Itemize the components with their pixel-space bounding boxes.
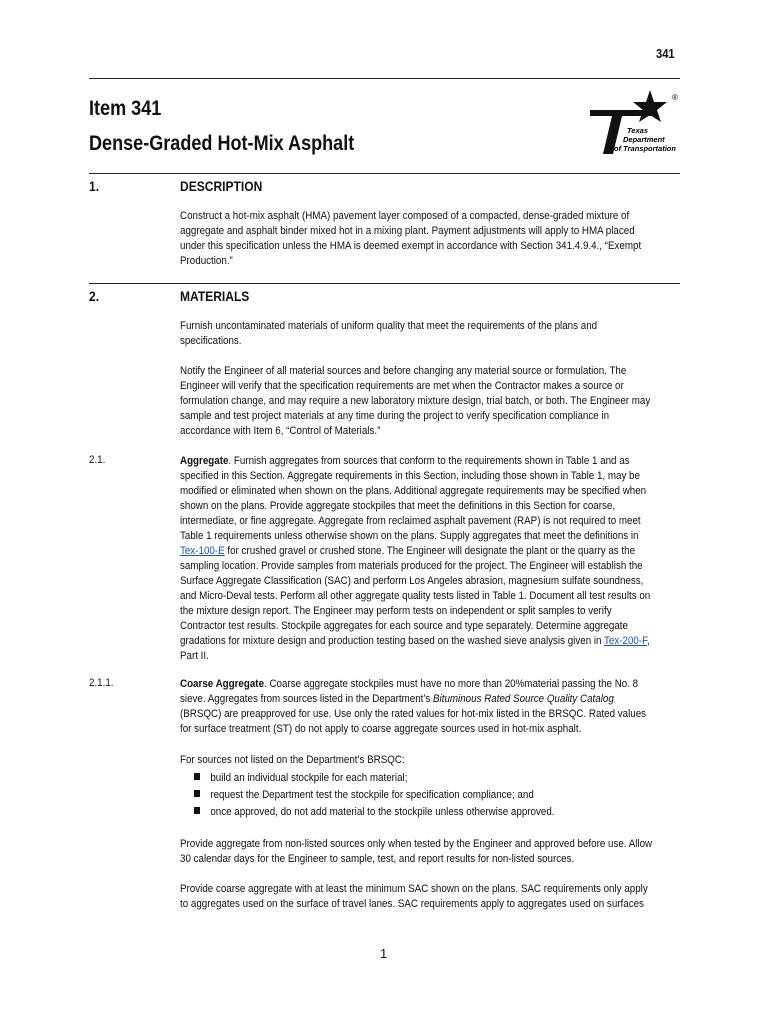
list-item [194, 787, 555, 804]
text-line: and Micro-Deval tests. Perform all other aggregate quality tests listed in Table 1. Document all test results on [180, 590, 651, 602]
text-line: intermediate, or fine aggregate. Aggregate from reclaimed asphalt pavement (RAP) is not required to meet [180, 515, 641, 527]
text-line [180, 544, 650, 559]
square-bullet-icon [194, 790, 200, 797]
section-1-description [180, 209, 641, 269]
tex-100-e-link[interactable]: Tex-100-E [180, 545, 225, 557]
text-run: , [647, 635, 650, 647]
text-run: . Coarse aggregate stockpiles must have no more than 20%material passing the No. 8 [264, 678, 639, 690]
item-title: Item 341 [89, 97, 162, 120]
registered-mark: ® [672, 93, 678, 102]
coarse-aggregate-term: Coarse Aggregate [180, 678, 265, 690]
text-line: 30 calendar days for the Engineer to sample, test, and report results for non-listed sources. [180, 853, 575, 865]
list-item-text: build an individual stockpile for each material; [210, 772, 408, 784]
logo-line-2: Department [623, 135, 665, 144]
sac-paragraph [180, 882, 648, 912]
section-2-title: MATERIALS [180, 288, 250, 304]
text-run: for crushed gravel or crushed stone. The Engineer will designate the plant or the quarry as the [224, 545, 636, 557]
list-item-text: once approved, do not add material to the stockpile unless otherwise approved. [210, 806, 555, 818]
item-subtitle: Dense-Graded Hot-Mix Asphalt [89, 132, 355, 155]
text-line [180, 677, 646, 692]
text-line: Notify the Engineer of all material sources and before changing any material source or formulation. The [180, 365, 627, 377]
logo-line-1: Texas [627, 126, 648, 135]
text-line: Furnish uncontaminated materials of uniform quality that meet the requirements of the plans and [180, 320, 598, 332]
text-run: sieve. Aggregates from sources listed in the Department’s [180, 693, 434, 705]
list-item-text: request the Department test the stockpile for specification compliance; and [210, 789, 534, 801]
text-line: Engineer will verify that the specification requirements are met when the Contractor makes a source or [180, 380, 624, 392]
text-line: Part II. [180, 650, 209, 662]
logo-line-3: of Transportation [614, 144, 676, 153]
text-line: for surface treatment (ST) do not apply to coarse aggregate sources used in hot-mix asphalt. [180, 723, 582, 735]
text-line: Production.” [180, 255, 233, 267]
text-line: Surface Aggregate Classification (SAC) and perform Los Angeles abrasion, magnesium sulfate soundness, [180, 575, 644, 587]
text-line: shown on the plans. Provide aggregate stockpiles that meet the definitions in this Section for coarse, [180, 500, 616, 512]
catalog-title: Bituminous Rated Source Quality Catalog [433, 693, 614, 705]
text-line: to aggregates used on the surface of travel lanes. SAC requirements apply to aggregates used on surfaces [180, 898, 644, 910]
text-line [180, 634, 650, 649]
text-run: gradations for mixture design and production testing based on the washed sieve analysis given in [180, 635, 605, 647]
text-line: Provide aggregate from non-listed sources only when tested by the Engineer and approved before use. Allow [180, 838, 653, 850]
materials-paragraph-1 [180, 319, 597, 349]
text-line: Table 1 requirements unless otherwise shown on the plans. Supply aggregates that meet the definitions in [180, 530, 639, 542]
bullet-list [194, 770, 555, 821]
txdot-logo [586, 88, 682, 158]
aggregate-paragraph [180, 454, 650, 664]
text-line: sample and test project materials at any time during the project to verify specification compliance in [180, 410, 610, 422]
text-line: (BRSQC) are preapproved for use. Use only the rated values for hot-mix listed in the BRSQC. Rated values [180, 708, 647, 720]
text-line: modified or eliminated when shown on the plans. Additional aggregate requirements may be specified when [180, 485, 647, 497]
section-1-number: 1. [89, 178, 100, 194]
text-line [180, 454, 650, 469]
tex-200-f-link[interactable]: Tex-200-F [604, 635, 648, 647]
text-line: aggregate and asphalt binder mixed hot in a mixing plant. Payment adjustments will apply to HMA placed [180, 225, 635, 237]
aggregate-term: Aggregate [180, 455, 229, 467]
section-1-rule [89, 173, 680, 174]
section-2-number: 2. [89, 288, 100, 304]
text-line [180, 692, 646, 707]
square-bullet-icon [194, 773, 200, 780]
non-listed-sources-paragraph [180, 837, 652, 867]
materials-paragraph-2 [180, 364, 650, 439]
text-line: specifications. [180, 335, 242, 347]
page-number-bottom: 1 [380, 946, 388, 961]
section-2-rule [89, 283, 680, 284]
text-line: accordance with Item 6, “Control of Materials.” [180, 425, 381, 437]
text-line: Provide coarse aggregate with at least the minimum SAC shown on the plans. SAC requirements only apply [180, 883, 648, 895]
section-1-title: DESCRIPTION [180, 178, 263, 194]
header-rule [89, 78, 680, 79]
text-run: . Furnish aggregates from sources that conform to the requirements shown in Table 1 and as [228, 455, 630, 467]
coarse-aggregate-paragraph [180, 677, 646, 737]
text-line: Contractor test results. Stockpile aggregates for each source and type separately. Determine aggregate [180, 620, 628, 632]
page-number-top: 341 [656, 46, 675, 61]
subsection-2-1-1-number: 2.1.1. [89, 677, 114, 689]
text-line: Construct a hot-mix asphalt (HMA) pavement layer composed of a compacted, dense-graded mixture of [180, 210, 630, 222]
text-line: specified in this Section. Aggregate requirements in this Section, including those shown in Table 1, may be [180, 470, 640, 482]
text-line: under this specification unless the HMA is deemed exempt in accordance with Section 341.4.9.4., “Exempt [180, 240, 642, 252]
list-item [194, 770, 555, 787]
text-line: formulation change, and may require a new laboratory mixture design, trial batch, or both. The Engineer may [180, 395, 651, 407]
subsection-2-1-number: 2.1. [89, 454, 106, 466]
list-item [194, 804, 555, 821]
text-line: the mixture design report. The Engineer may perform tests on independent or split samples to verify [180, 605, 612, 617]
square-bullet-icon [194, 807, 200, 814]
text-line: sampling location. Provide samples from materials produced for the project. The Engineer will establish the [180, 560, 643, 572]
not-listed-intro: For sources not listed on the Department’s BRSQC: [180, 754, 405, 766]
